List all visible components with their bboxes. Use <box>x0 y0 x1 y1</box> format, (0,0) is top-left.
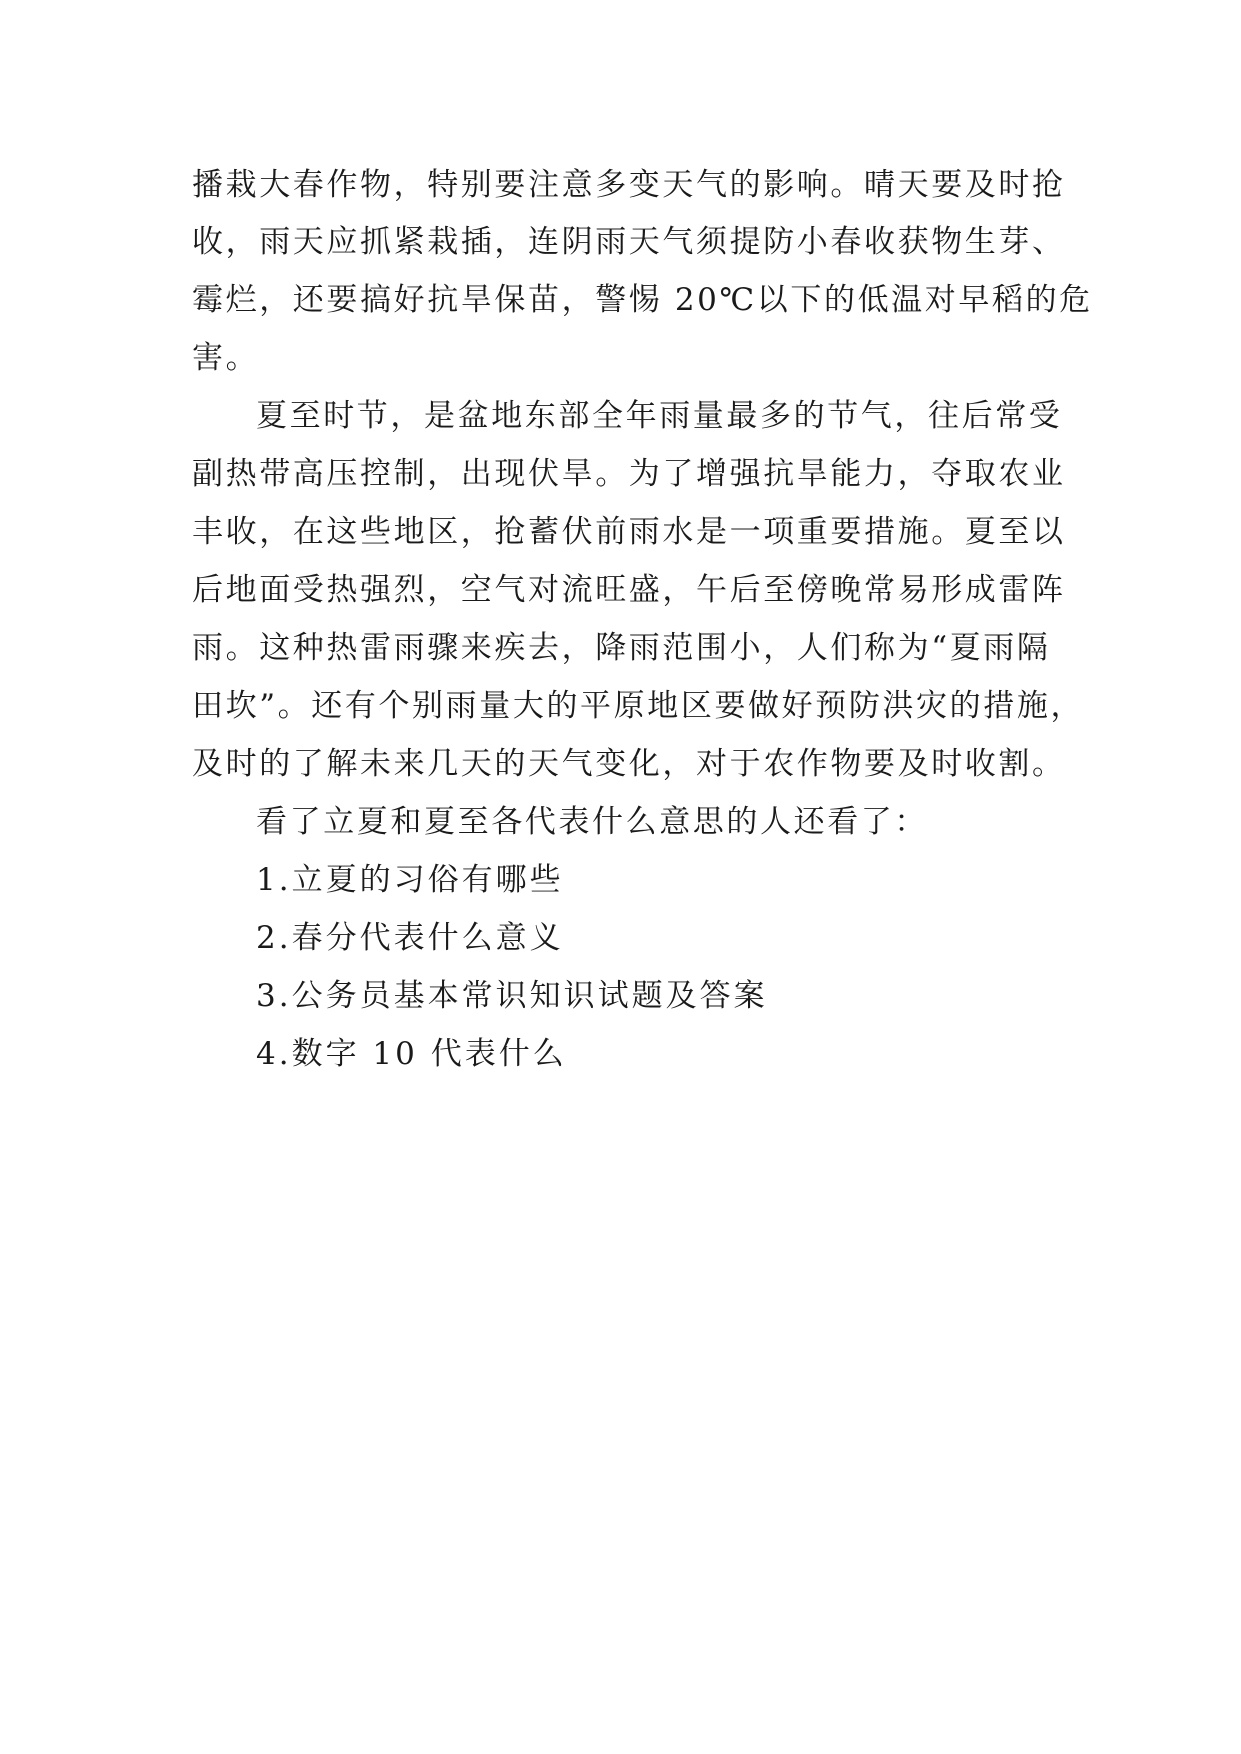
paragraph2-line-7: 及时的了解未来几天的天气变化，对于农作物要及时收割。 <box>192 746 1066 782</box>
paragraph2-line-6: 田坎”。还有个别雨量大的平原地区要做好预防洪灾的措施， <box>192 688 1085 724</box>
paragraph1-line-1: 播栽大春作物，特别要注意多变天气的影响。晴天要及时抢 <box>192 167 1066 203</box>
related-item-3[interactable]: 3.公务员基本常识知识试题及答案 <box>256 978 768 1014</box>
paragraph1-line-4: 害。 <box>192 340 260 376</box>
related-item-2[interactable]: 2.春分代表什么意义 <box>256 920 564 956</box>
paragraph2-line-5: 雨。这种热雷雨骤来疾去，降雨范围小，人们称为“夏雨隔 <box>192 630 1051 666</box>
paragraph1-line-2: 收，雨天应抓紧栽插，连阴雨天气须提防小春收获物生芽、 <box>192 224 1066 260</box>
paragraph2-line-2: 副热带高压控制，出现伏旱。为了增强抗旱能力，夺取农业 <box>192 456 1066 492</box>
paragraph2-line-4: 后地面受热强烈，空气对流旺盛，午后至傍晚常易形成雷阵 <box>192 572 1066 608</box>
paragraph2-line-1: 夏至时节，是盆地东部全年雨量最多的节气，往后常受 <box>256 398 1063 434</box>
related-item-4[interactable]: 4.数字 10 代表什么 <box>256 1036 567 1072</box>
related-heading: 看了立夏和夏至各代表什么意思的人还看了： <box>256 804 928 840</box>
related-item-1[interactable]: 1.立夏的习俗有哪些 <box>256 862 564 898</box>
paragraph1-line-3: 霉烂，还要搞好抗旱保苗，警惕 20℃以下的低温对早稻的危 <box>192 282 1093 318</box>
paragraph2-line-3: 丰收，在这些地区，抢蓄伏前雨水是一项重要措施。夏至以 <box>192 514 1066 550</box>
